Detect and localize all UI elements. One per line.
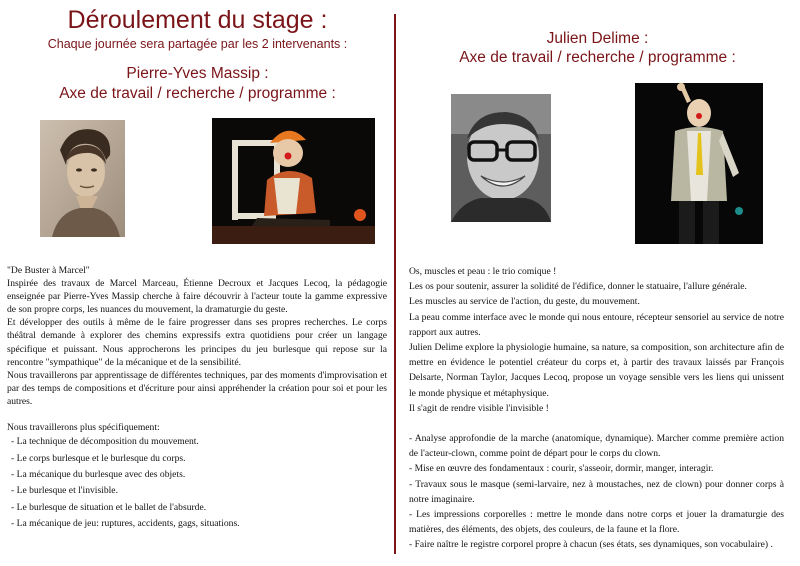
list-item: - Les impressions corporelles : mettre le monde dans notre corps et jouer la dramaturgie des matières, des éléments, des objets, des couleurs, de la faune et la flore. (409, 509, 784, 536)
right-line-5: Julien Delime explore la physiologie humaine, sa nature, sa composition, son architecture afin de mettre en évidence le potentiel créateur du corps et, à partir des travaux laissés par François Delsarte, Norman Taylor, Jacques Lecoq, propose un voyage sensible vers les liens qui unissent le monde physique et métaphysique. (409, 342, 784, 399)
right-line-3: Les muscles au service de l'action, du geste, du mouvement. (409, 296, 640, 308)
right-text-block (409, 264, 784, 553)
left-name-heading: Pierre-Yves Massip : (126, 65, 269, 82)
left-intro-title: "De Buster à Marcel" (7, 265, 90, 276)
list-item: - Le burlesque et l'invisible. (11, 485, 118, 497)
right-line-4: La peau comme interface avec le monde qui nous entoure, récepteur sensoriel au service de notre rapport aux autres. (409, 311, 784, 338)
clown-photo-julien (635, 83, 763, 244)
right-line-6: Il s'agit de rendre visible l'invisible ! (409, 402, 549, 414)
left-axe-heading: Axe de travail / recherche / programme : (59, 85, 336, 102)
portrait-photo-pierre-yves (40, 120, 125, 237)
left-paragraph-2: Et développer des outils à même de le faire progresser dans ses propres recherches. Le corps théâtral demande à explorer des chemins expressifs extra quotidiens pour créer un langage spécifique et puissant. Nous approcherons les principes du jeu burlesque qui repose sur la rencontre "sympathique" de la mécanique et de la sensibilité. (7, 317, 387, 368)
list-item: - Travaux sous le masque (semi-larvaire, nez à moustaches, nez de clown) pour donner corps à notre imaginaire. (409, 478, 784, 505)
right-line-1: Os, muscles et peau : le trio comique ! (409, 266, 557, 277)
left-paragraph-3: Nous travaillerons par apprentissage de différentes techniques, par des moments d'improvisation et par des temps de compositions et d'écriture pour ainsi appréhender la création pour soi et pour les autres. (7, 369, 387, 407)
left-list-title: Nous travaillerons plus spécifiquement: (7, 422, 160, 434)
page-subtitle: Chaque journée sera partagée par les 2 intervenants : (47, 37, 348, 51)
left-text-block (7, 264, 387, 533)
page-title: Déroulement du stage : (67, 6, 328, 34)
list-item: - La mécanique du burlesque avec des objets. (11, 468, 186, 480)
clown-photo-pierre-yves (212, 118, 375, 244)
list-item: - Mise en œuvre des fondamentaux : courir, s'asseoir, dormir, manger, interagir. (409, 463, 714, 475)
list-item: - Analyse approfondie de la marche (anatomique, dynamique). Marcher comme première action de l'acteur-clown, comme point de départ pour le corps du clown. (409, 433, 784, 460)
list-item: - La mécanique de jeu: ruptures, accidents, gags, situations. (11, 518, 240, 530)
left-paragraph-1: Inspirée des travaux de Marcel Marceau, Étienne Decroux et Jacques Lecoq, la pédagogie enseignée par Pierre-Yves Massip cherche à faire découvrir à l'acteur toute la gamme expressive de son propre corps, les nuances du mouvement, la dramaturgie du geste. (7, 278, 387, 316)
list-item: - La technique de décomposition du mouvement. (11, 436, 199, 448)
right-line-2: Les os pour soutenir, assurer la solidité de l'édifice, donner le statuaire, l'allure générale. (409, 281, 747, 293)
right-axe-heading: Axe de travail / recherche / programme : (459, 49, 736, 66)
list-item: - Le corps burlesque et le burlesque du corps. (11, 452, 186, 464)
right-name-heading: Julien Delime : (546, 30, 649, 47)
list-item: - Le burlesque de situation et le ballet de l'absurde. (11, 501, 207, 513)
list-item: - Faire naître le registre corporel propre à chacun (ses états, ses dynamiques, son vocabulaire) . (409, 539, 773, 551)
portrait-photo-julien (451, 94, 551, 222)
column-divider (394, 14, 396, 554)
